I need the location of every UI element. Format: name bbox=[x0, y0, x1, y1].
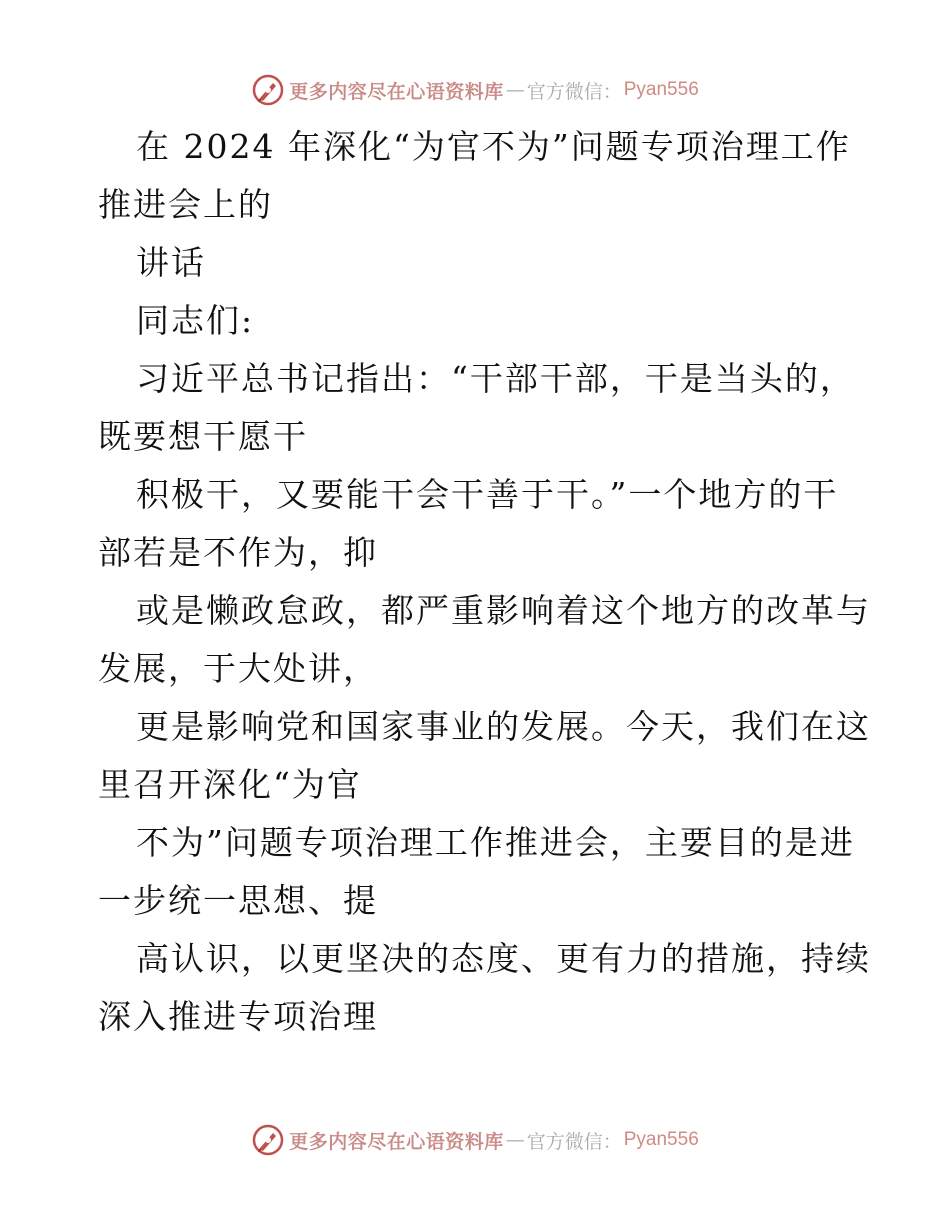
paragraph-line: 或是懒政怠政，都严重影响着这个地方的改革与 bbox=[136, 591, 871, 630]
title-line-2: 推进会上的 bbox=[98, 185, 273, 224]
footer-banner bbox=[0, 1122, 950, 1158]
paragraph-line: 不为”问题专项治理工作推进会，主要目的是进 bbox=[136, 823, 855, 862]
separator: — bbox=[505, 1129, 525, 1151]
paragraph-line: 里召开深化“为官 bbox=[98, 765, 362, 804]
site-name: 更多内容尽在心语资料库 bbox=[289, 80, 504, 103]
wechat-label: 官方微信： bbox=[526, 80, 622, 103]
paragraph-line: 部若是不作为，抑 bbox=[98, 533, 378, 572]
header-banner bbox=[0, 72, 950, 108]
paragraph-line: 高认识，以更坚决的态度、更有力的措施，持续 bbox=[136, 939, 871, 978]
paragraph-line: 习近平总书记指出：“干部干部，干是当头的， bbox=[136, 359, 855, 398]
wechat-id: Pyan556 bbox=[623, 79, 699, 100]
paragraph-line: 更是影响党和国家事业的发展。今天，我们在这 bbox=[136, 707, 871, 746]
pen-logo-icon bbox=[251, 1123, 285, 1157]
paragraph-line: 一步统一思想、提 bbox=[98, 881, 378, 920]
separator: — bbox=[505, 79, 525, 101]
paragraph-line: 积极干，又要能干会干善于干。”一个地方的干 bbox=[136, 475, 839, 514]
wechat-id: Pyan556 bbox=[623, 1129, 699, 1150]
salutation: 同志们: bbox=[136, 301, 255, 340]
paragraph-line: 既要想干愿干 bbox=[98, 417, 308, 456]
title-line-1: 在 2024 年深化“为官不为”问题专项治理工作 bbox=[136, 127, 851, 166]
paragraph-line: 深入推进专项治理 bbox=[98, 997, 378, 1036]
pen-logo-icon bbox=[251, 73, 285, 107]
document-body bbox=[98, 118, 871, 1046]
paragraph-line: 发展，于大处讲， bbox=[98, 649, 378, 688]
wechat-label: 官方微信： bbox=[526, 1130, 622, 1153]
title-line-3: 讲话 bbox=[136, 243, 206, 282]
site-name: 更多内容尽在心语资料库 bbox=[289, 1130, 504, 1153]
